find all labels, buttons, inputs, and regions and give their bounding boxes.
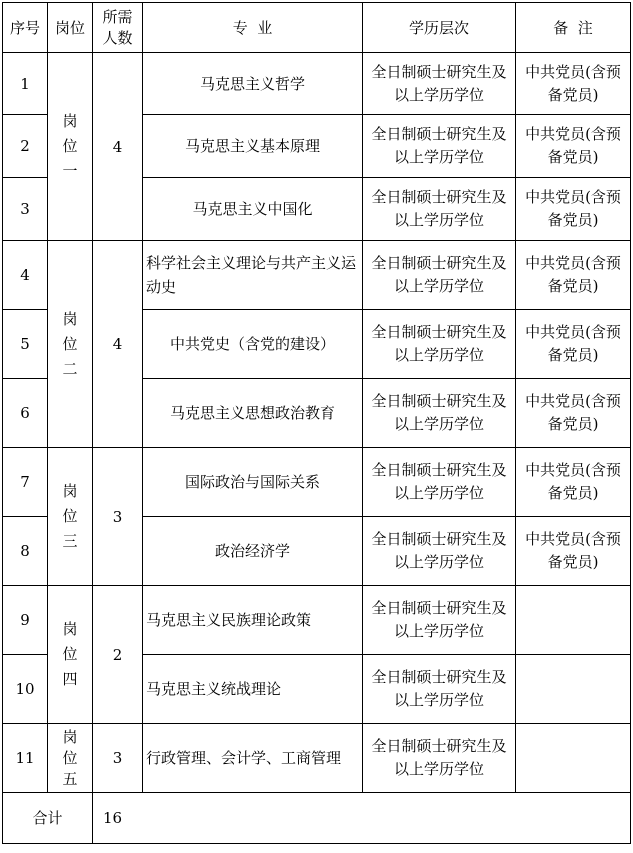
header-education: 学历层次 bbox=[363, 3, 516, 53]
post-name: 岗位二 bbox=[62, 309, 78, 378]
total-value-cell bbox=[93, 793, 631, 844]
recruitment-table bbox=[2, 2, 631, 844]
major-cell: 国际政治与国际关系 bbox=[143, 448, 363, 517]
seq-cell: 8 bbox=[3, 517, 48, 586]
header-post: 岗位 bbox=[48, 3, 93, 53]
header-seq: 序号 bbox=[3, 3, 48, 53]
seq-cell: 1 bbox=[3, 53, 48, 115]
major-cell: 科学社会主义理论与共产主义运动史 bbox=[143, 241, 363, 310]
education-text: 全日制硕士研究生及以上学历学位 bbox=[371, 461, 507, 502]
seq-cell: 4 bbox=[3, 241, 48, 310]
header-remarks: 备 注 bbox=[516, 3, 631, 53]
table-row bbox=[3, 448, 631, 517]
count-cell: 3 bbox=[93, 724, 143, 793]
remark-cell bbox=[516, 310, 631, 379]
header-count-text: 所需人数 bbox=[102, 7, 133, 47]
remark-cell-empty bbox=[516, 724, 631, 793]
major-cell: 马克思主义基本原理 bbox=[143, 115, 363, 178]
education-text: 全日制硕士研究生及以上学历学位 bbox=[371, 125, 507, 166]
total-row bbox=[3, 793, 631, 844]
post-cell bbox=[48, 448, 93, 586]
count-cell: 2 bbox=[93, 586, 143, 724]
seq-cell: 2 bbox=[3, 115, 48, 178]
post-name: 岗位四 bbox=[62, 620, 78, 688]
education-cell bbox=[363, 655, 516, 724]
education-cell bbox=[363, 586, 516, 655]
major-cell: 马克思主义哲学 bbox=[143, 53, 363, 115]
count-cell: 4 bbox=[93, 53, 143, 241]
education-cell bbox=[363, 310, 516, 379]
major-cell: 马克思主义统战理论 bbox=[143, 655, 363, 724]
remark-cell bbox=[516, 517, 631, 586]
remark-cell bbox=[516, 448, 631, 517]
remark-cell bbox=[516, 379, 631, 448]
header-count bbox=[93, 3, 143, 53]
total-label: 合计 bbox=[3, 793, 93, 844]
post-name: 岗位五 bbox=[62, 727, 78, 788]
seq-cell: 10 bbox=[3, 655, 48, 724]
remark-text: 中共党员(含预备党员) bbox=[525, 392, 621, 433]
education-text: 全日制硕士研究生及以上学历学位 bbox=[371, 599, 507, 640]
remark-cell bbox=[516, 241, 631, 310]
remark-text: 中共党员(含预备党员) bbox=[525, 125, 621, 166]
remark-cell bbox=[516, 115, 631, 178]
education-text: 全日制硕士研究生及以上学历学位 bbox=[371, 392, 507, 433]
count-cell: 4 bbox=[93, 241, 143, 448]
education-text: 全日制硕士研究生及以上学历学位 bbox=[371, 737, 507, 778]
major-cell: 马克思主义思想政治教育 bbox=[143, 379, 363, 448]
major-cell: 中共党史（含党的建设） bbox=[143, 310, 363, 379]
seq-cell: 3 bbox=[3, 178, 48, 241]
remark-text: 中共党员(含预备党员) bbox=[525, 254, 621, 295]
remark-text: 中共党员(含预备党员) bbox=[525, 461, 621, 502]
education-cell bbox=[363, 53, 516, 115]
seq-cell: 11 bbox=[3, 724, 48, 793]
remark-text: 中共党员(含预备党员) bbox=[525, 323, 621, 364]
seq-cell: 9 bbox=[3, 586, 48, 655]
post-name: 岗位三 bbox=[62, 482, 78, 550]
major-cell: 政治经济学 bbox=[143, 517, 363, 586]
remark-text: 中共党员(含预备党员) bbox=[525, 530, 621, 571]
table-row bbox=[3, 53, 631, 115]
header-row bbox=[3, 3, 631, 53]
education-text: 全日制硕士研究生及以上学历学位 bbox=[371, 323, 507, 364]
total-value: 16 bbox=[103, 809, 123, 827]
remark-cell-empty bbox=[516, 586, 631, 655]
education-cell bbox=[363, 379, 516, 448]
post-cell bbox=[48, 724, 93, 793]
education-text: 全日制硕士研究生及以上学历学位 bbox=[371, 530, 507, 571]
education-text: 全日制硕士研究生及以上学历学位 bbox=[371, 668, 507, 709]
table-row bbox=[3, 586, 631, 655]
table-row bbox=[3, 724, 631, 793]
education-cell bbox=[363, 724, 516, 793]
education-cell bbox=[363, 241, 516, 310]
seq-cell: 5 bbox=[3, 310, 48, 379]
remark-cell bbox=[516, 178, 631, 241]
education-text: 全日制硕士研究生及以上学历学位 bbox=[371, 62, 507, 104]
education-cell bbox=[363, 448, 516, 517]
education-text: 全日制硕士研究生及以上学历学位 bbox=[371, 254, 507, 295]
education-cell bbox=[363, 115, 516, 178]
major-cell bbox=[143, 724, 363, 793]
remark-cell bbox=[516, 53, 631, 115]
remark-text: 中共党员(含预备党员) bbox=[525, 62, 621, 104]
education-text: 全日制硕士研究生及以上学历学位 bbox=[371, 188, 507, 229]
seq-cell: 6 bbox=[3, 379, 48, 448]
education-cell bbox=[363, 178, 516, 241]
education-cell bbox=[363, 517, 516, 586]
remark-cell-empty bbox=[516, 655, 631, 724]
post-cell bbox=[48, 53, 93, 241]
count-cell: 3 bbox=[93, 448, 143, 586]
remark-text: 中共党员(含预备党员) bbox=[525, 188, 621, 229]
major-text: 行政管理、会计学、工商管理 bbox=[146, 749, 342, 767]
post-cell bbox=[48, 586, 93, 724]
major-cell: 马克思主义民族理论政策 bbox=[143, 586, 363, 655]
header-major: 专 业 bbox=[143, 3, 363, 53]
seq-cell: 7 bbox=[3, 448, 48, 517]
table-row bbox=[3, 241, 631, 310]
major-cell: 马克思主义中国化 bbox=[143, 178, 363, 241]
post-cell bbox=[48, 241, 93, 448]
post-name: 岗位一 bbox=[62, 112, 78, 180]
